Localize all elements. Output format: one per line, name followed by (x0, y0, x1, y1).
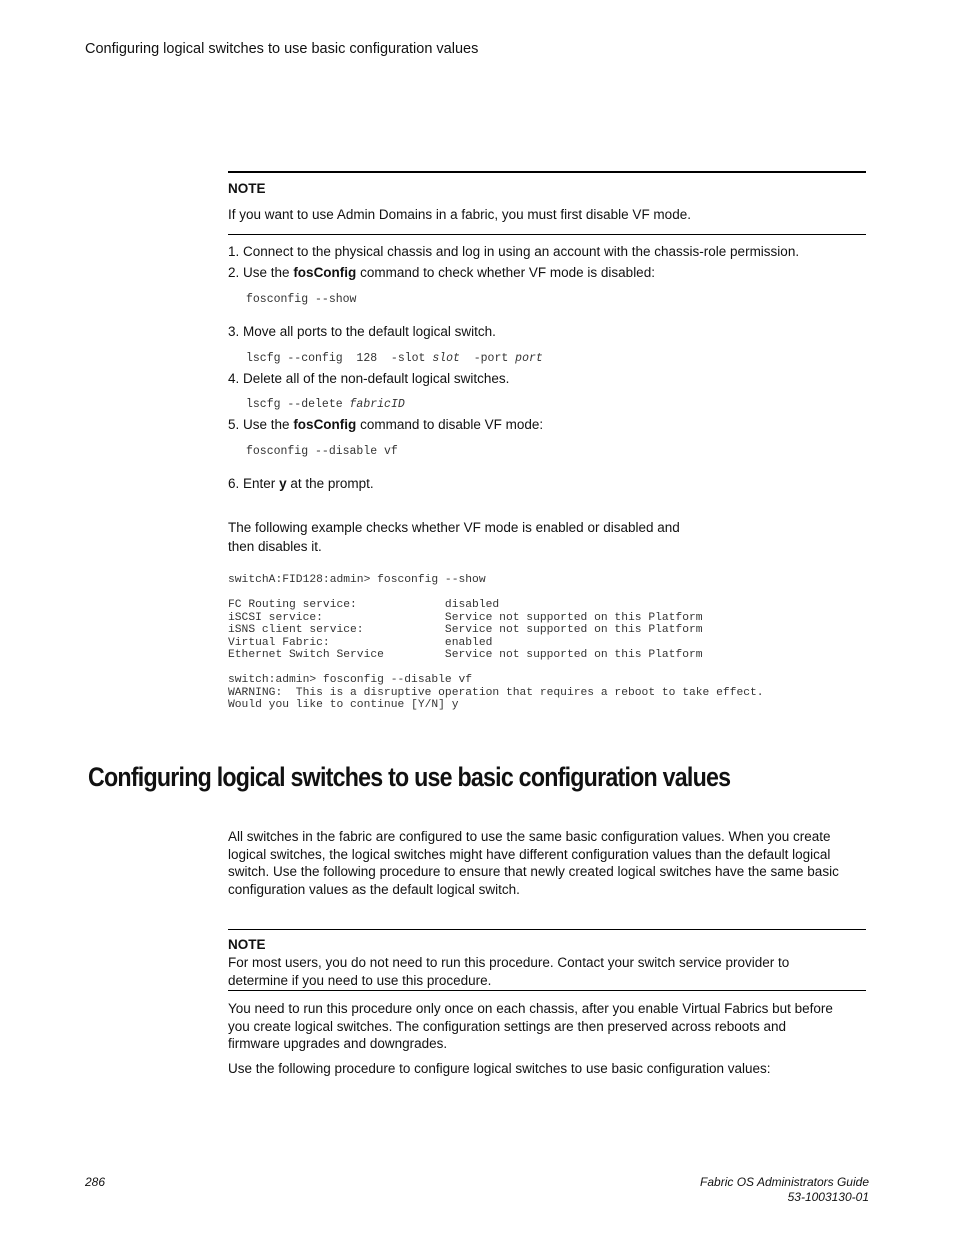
step-number: 6. (228, 476, 240, 491)
step-number: 2. (228, 265, 240, 280)
step-text: Enter (243, 476, 280, 491)
command-name: fosConfig (293, 265, 357, 280)
section-heading: Configuring logical switches to use basic configuration values (88, 762, 731, 792)
step-5 (228, 417, 543, 432)
paragraph-line: All switches in the fabric are configured to use the same basic configuration values. When you create (228, 829, 831, 844)
note-top-rule (228, 171, 866, 173)
step-3 (228, 324, 496, 339)
section-paragraph (228, 828, 839, 898)
paragraph (228, 1000, 833, 1053)
command-name: fosConfig (293, 417, 357, 432)
note-label: NOTE (228, 181, 266, 196)
paragraph-line: configuration values as the default logical switch. (228, 881, 520, 897)
note-text: If you want to use Admin Domains in a fabric, you must first disable VF mode. (228, 207, 691, 222)
step-text: Use the (243, 265, 294, 280)
note-bottom-rule (228, 234, 866, 235)
command-text: -port (459, 352, 516, 365)
command-line (246, 398, 405, 411)
paragraph: Use the following procedure to configure logical switches to use basic configuration values: (228, 1061, 771, 1076)
note-top-rule (228, 929, 866, 930)
step-number: 5. (228, 417, 240, 432)
note-label: NOTE (228, 937, 266, 952)
guide-title: Fabric OS Administrators Guide (700, 1175, 869, 1189)
example-intro (228, 519, 680, 555)
paragraph-line: then disables it. (228, 538, 322, 554)
step-text: Use the (243, 417, 294, 432)
step-number: 3. (228, 324, 240, 339)
step-text: at the prompt. (286, 476, 374, 491)
step-1 (228, 244, 799, 259)
page-number: 286 (85, 1175, 106, 1189)
step-text: Delete all of the non-default logical switches. (243, 371, 510, 386)
footer-doc-info (700, 1175, 869, 1205)
paragraph-line: You need to run this procedure only once on each chassis, after you enable Virtual Fabrics but before (228, 1001, 833, 1016)
step-number: 1. (228, 244, 240, 259)
step-text: command to disable VF mode: (356, 417, 544, 432)
command-text: lscfg --config 128 -slot (246, 352, 433, 365)
paragraph-line: firmware upgrades and downgrades. (228, 1036, 448, 1051)
step-text: Move all ports to the default logical switch. (243, 324, 496, 339)
command-param: fabricID (349, 398, 405, 411)
command-line: fosconfig --disable vf (246, 445, 398, 458)
command-text: lscfg --delete (246, 398, 350, 411)
step-number: 4. (228, 371, 240, 386)
paragraph-line: For most users, you do not need to run this procedure. Contact your switch service provider to (228, 955, 790, 970)
paragraph-line: The following example checks whether VF mode is enabled or disabled and (228, 520, 680, 535)
paragraph-line: logical switches, the logical switches might have different configuration values than the default logical (228, 846, 831, 862)
example-code-block: switchA:FID128:admin> fosconfig --show FC Routing service: disabled iSCSI service: Service not supported on this Platform iSNS client service: Service not supported on this Platform Virtual Fabric: enabled Ethernet Switch Service Service not supported on this Platform switch:admin> fosconfig --disable vf WARNING: This is a disruptive operation that requires a reboot to take effect. Would you like to continue [Y/N] y (228, 574, 764, 711)
key-name: y (279, 476, 287, 491)
paragraph-line: determine if you need to use this procedure. (228, 972, 492, 988)
command-param: slot (432, 352, 460, 365)
paragraph-line: you create logical switches. The configuration settings are then preserved across reboots and (228, 1018, 787, 1034)
step-2 (228, 265, 655, 280)
step-4 (228, 371, 509, 386)
step-text: Connect to the physical chassis and log in using an account with the chassis-role permission. (243, 244, 800, 259)
running-header: Configuring logical switches to use basic configuration values (85, 41, 479, 57)
command-param: port (515, 352, 543, 365)
command-line (246, 352, 543, 365)
command-line: fosconfig --show (246, 293, 357, 306)
note-bottom-rule (228, 990, 866, 991)
doc-number: 53-1003130-01 (787, 1190, 869, 1204)
paragraph-line: switch. Use the following procedure to ensure that newly created logical switches have the same basic (228, 864, 839, 879)
step-text: command to check whether VF mode is disabled: (356, 265, 655, 280)
step-6 (228, 476, 374, 491)
note-text (228, 954, 789, 989)
